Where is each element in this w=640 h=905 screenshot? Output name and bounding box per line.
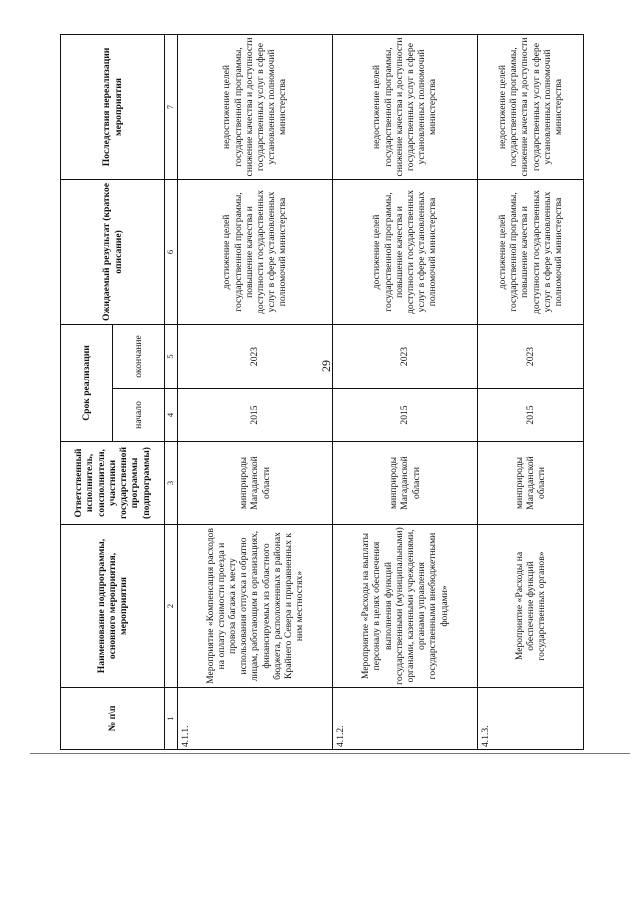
row-num: 4.1.1.: [178, 688, 333, 750]
row-result: достижение целей государственной программы, повышение качества и доступности государственных услуг в сфере установленных полномочий министерства: [333, 179, 478, 324]
table-row: [333, 34, 478, 749]
column-number: 5: [165, 324, 178, 388]
column-number: 4: [165, 389, 178, 442]
page-divider-line: [30, 753, 630, 754]
row-consequences: недостижение целей государственной программы, снижение качества и доступности государственных услуг в сфере установленных полномочий министерства: [478, 34, 584, 179]
row-start: 2015: [333, 389, 478, 442]
column-number: 3: [165, 442, 178, 525]
column-number: 7: [165, 34, 178, 179]
row-responsible: минприроды Магаданской области: [178, 442, 333, 525]
measures-table: [60, 34, 584, 750]
row-end: 2023: [333, 324, 478, 388]
row-result: достижение целей государственной программы, повышение качества и доступности государственных услуг в сфере установленных полномочий министерства: [478, 179, 584, 324]
row-responsible: минприроды Магаданской области: [333, 442, 478, 525]
header-result: Ожидаемый результат (краткое описание): [61, 179, 165, 324]
header-responsible: Ответственный исполнитель, соисполнители, участники государственной программы (подпрограммы): [61, 442, 165, 525]
row-responsible: минприроды Магаданской области: [478, 442, 584, 525]
column-number: 2: [165, 525, 178, 688]
row-name: Мероприятие «Расходы на выплаты персоналу в целях обеспечения выполнения функций государственными (муниципальными) органами, казенными учреждениями, органами управления государственными внебюджетными фондами»: [333, 525, 478, 688]
header-consequences: Последствия нереализации мероприятия: [61, 34, 165, 179]
rotated-table-container: [60, 35, 582, 750]
column-number: 1: [165, 688, 178, 750]
page-number: 29: [319, 360, 333, 372]
row-end: 2023: [178, 324, 333, 388]
row-name: Мероприятие «Компенсация расходов на оплату стоимости проезда и провоза багажа к месту использования отпуска и обратно лицам, работающим в организациях, финансируемых из областного бюджета, расположенных в районах Крайнего Севера и приравненных к ним местностях»: [178, 525, 333, 688]
row-end: 2023: [478, 324, 584, 388]
header-start: начало: [113, 389, 165, 442]
row-start: 2015: [478, 389, 584, 442]
row-start: 2015: [178, 389, 333, 442]
header-name: Наименование подпрограммы, основного мероприятия, мероприятия: [61, 525, 165, 688]
table-row: [478, 34, 584, 749]
header-term: Срок реализации: [61, 324, 113, 441]
row-consequences: недостижение целей государственной программы, снижение качества и доступности государственных услуг в сфере установленных полномочий министерства: [333, 34, 478, 179]
row-num: 4.1.3.: [478, 688, 584, 750]
row-num: 4.1.2.: [333, 688, 478, 750]
column-number: 6: [165, 179, 178, 324]
table-row: [178, 34, 333, 749]
row-consequences: недостижение целей государственной программы, снижение качества и доступности государственных услуг в сфере установленных полномочий министерства: [178, 34, 333, 179]
row-result: достижение целей государственной программы, повышение качества и доступности государственных услуг в сфере установленных полномочий министерства: [178, 179, 333, 324]
header-num: № п\п: [61, 688, 165, 750]
header-end: окончание: [113, 324, 165, 388]
row-name: Мероприятие «Расходы на обеспечение функций государственных органов»: [478, 525, 584, 688]
